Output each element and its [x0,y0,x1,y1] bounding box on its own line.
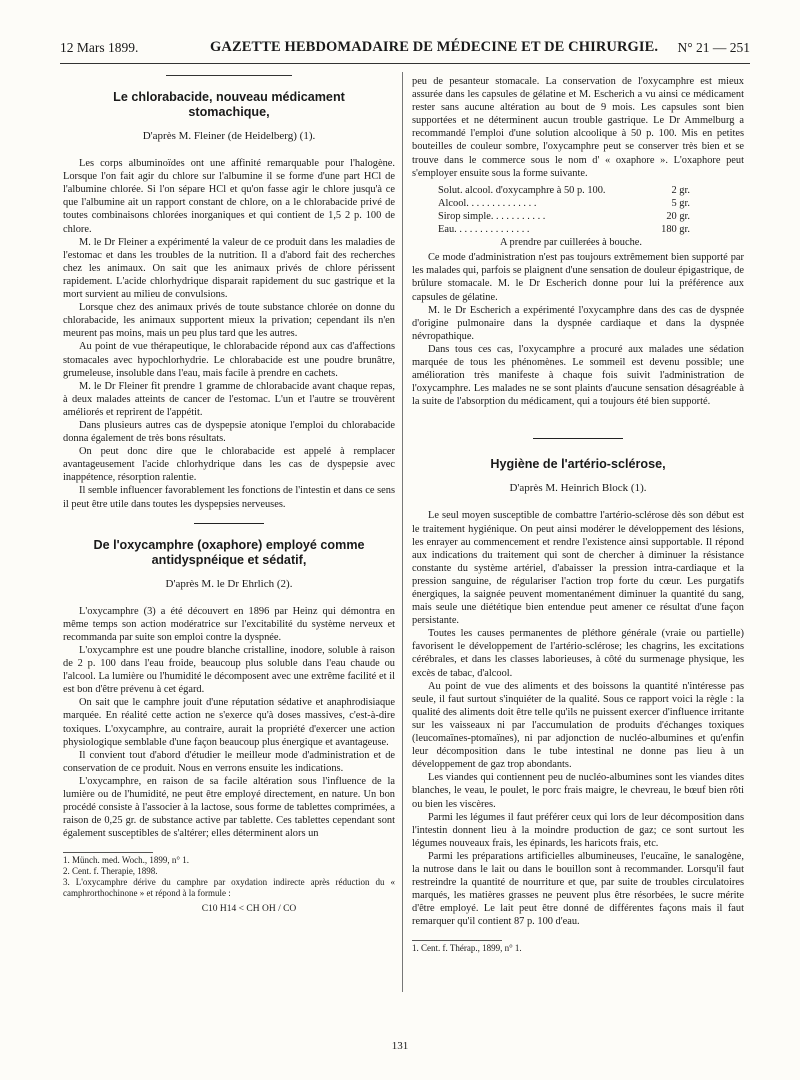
article1-paragraph: Les corps albuminoïdes ont une affinité remarquable pour l'halogène. Lorsque l'on fait agir du chlore sur l'albumine il se forme d'une part HCl de l'albumine chlorée. Si l'on sépare HCl et qu'on fasse agir le chlore jusqu'à ce que l'albumine ait un rapport constant de chlore, on a le chlorabacide privé de toutes combinaisons chlorées inorganiques et qui contient de 1,5 2 p. 100 de chlore. [63,158,395,235]
article2-byline: D'après M. le Dr Ehrlich (2). [165,577,293,590]
column-divider [402,72,403,992]
article2-paragraph: Il convient tout d'abord d'étudier le meilleur mode d'administration et de conservation de ce produit. Nous en verrons ensuite les indications. [63,749,395,774]
journal-title: GAZETTE HEBDOMADAIRE DE MÉDECINE ET DE CHIRURGIE. [210,39,659,55]
article3-paragraph: Au point de vue des aliments et des boissons la quantité n'intéresse pas seule, il faut surtout s'inquiéter de la qualité. Sous ce rapport voici la règle : la qualité des aliments doit être telle qu'ils ne puissent exercer d'influence irritante sur les vaisseaux ni par l'accumulation de produits d'échanges toxiques (leucomaïnes-ptomaïnes), ni par adjonction de nucléo-albumines et qu'enfin leur décomposition dans le tube intestinal ne donne pas lieu à un développement de gaz trop abondants. [412,680,744,771]
issue-page-number: N° 21 — 251 [677,40,750,55]
paragraph: Dans tous ces cas, l'oxycamphre a procuré aux malades une sédation marquée de tous les phénomènes. Le sommeil est devenu possible; une amélioration très manifeste à chaque fois suivit l'administration de l'oxycamphre. Les malades ne se sont plaints d'aucune sensation désagréable à la suite de l'absorption du médicament, qui a toujours été bien supporté. [412,343,744,408]
article2-paragraph: L'oxycamphre est une poudre blanche cristalline, inodore, soluble à raison de 2 p. 100 dans l'eau froide, beaucoup plus soluble dans l'eau chaude ou l'alcool. La lumière ou l'humidité le décomposent avec une extrême facilité et il est bon d'être prévenu à cet égard. [63,645,395,696]
ingredient: Eau. . . . . . . . . . . . . . . [438,224,530,236]
article1-paragraph: M. le Dr Fleiner fit prendre 1 gramme de chlorabacide avant chaque repas, à deux malades atteints de cancer de l'estomac. L'un et l'autre se trouvèrent améliorés et reprirent de l'appétit. [63,380,395,418]
article1-paragraph: M. le Dr Fleiner a expérimenté la valeur de ce produit dans les maladies de l'estomac et dans les troubles de la nutrition. Il a d'abord fait des recherches chez les animaux. On sait que les animaux privés de chlore périssent rapidement. L'acide chlorhydrique disparait rapidement du suc gastrique et la mort survient au milieu de convulsions. [63,236,395,301]
article3-paragraph: Toutes les causes permanentes de pléthore générale (vraie ou partielle) favorisent le développement de l'artério-sclérose; les chagrins, les excitations cérébrales, et dans les classes laborieuses, à côté du surmenage physique, les excès de tabac, d'alcool. [412,628,744,679]
article3-paragraph: Les viandes qui contiennent peu de nucléo-albumines sont les viandes dites blanches, le veau, le poulet, le porc frais maigre, le chevreau, le bœuf bien rôti ou bien les viscères. [412,772,744,810]
left-column [63,75,395,917]
prescription [438,184,744,249]
footnote: 1. Cent. f. Thérap., 1899, n° 1. [412,943,522,954]
right-footnotes [412,943,744,954]
quantity: 2 gr. [671,184,690,196]
continued-paragraph: peu de pesanteur stomacale. La conservation de l'oxycamphre est mieux assurée dans les capsules de gélatine et M. Escherich a vu ainsi ce médicament rester sans aucune altération au bout de 9 mois. Les capsules sont bien supportées et ne déterminent aucun trouble gastrique. Le Dr Ammelburg a recommandé l'emploi d'une solution alcoolique à 50 p. 100. Mis en petites bouteilles de couleur sombre, l'oxycamphre peut se conserver très bien et se trouve dans le commerce sous le nom d' « oxaphore ». L'oxaphore peut s'employer ensuite sous la forme suivante. [412,76,744,179]
article3-paragraph: Le seul moyen susceptible de combattre l'artério-sclérose dès son début est le traitement hygiénique. On peut ainsi modérer le développement des lésions, les enrayer au commencement et rendre l'existence ainsi supportable. Il répond aux indications du traitement qui sont de chercher à diminuer la résistance constante du système artériel, d'abaisser la pression intra-cardiaque et la pression sanguine, de régulariser l'action trop forte du cœur. Les purgatifs énergiques, la saignée peuvent momentanément diminuer la quantité du sang, mais seule une diététique bien entendue peut amener ce résultat d'une façon persistante. [412,510,744,627]
article1-title: Le chlorabacide, nouveau médicament stomachique, [113,90,345,119]
chemical-formula: C10 H14 < CH OH / CO [201,904,297,915]
left-footnotes [63,855,395,899]
article1-paragraph: Il semble influencer favorablement les fonctions de l'intestin et dans ce sens il peut être utile dans toutes les dyspepsies nerveuses. [63,485,395,510]
quantity: 5 gr. [671,197,690,209]
page-number: 131 [391,1040,409,1052]
article1-paragraph: Au point de vue thérapeutique, le chlorabacide répond aux cas d'affections stomacales avec hypochlorhydrie. Le chlorabacide est une poudre brunâtre, grumeleuse, insoluble dans l'eau, mais facile à prendre en cachets. [63,341,395,379]
article3-byline: D'après M. Heinrich Block (1). [509,482,647,495]
article2-paragraph: On sait que le camphre jouit d'une réputation sédative et anaphrodisiaque marquée. En réalité cette action ne s'exerce qu'à doses massives, c'est-à-dire toxiques. L'oxycamphre, au contraire, aurait la propriété d'exercer une action physiologique semblable d'une façon beaucoup plus énergique et avantageuse. [63,697,395,748]
header-rule [60,63,750,64]
prescription-row [438,197,744,210]
paragraph: M. le Dr Escherich a expérimenté l'oxycamphre dans des cas de dyspnée d'origine pulmonaire dans la dyspnée cardiaque et dans la dyspnée névropathique. [412,304,744,342]
issue-date: 12 Mars 1899. [60,40,139,55]
prescription-row [438,210,744,223]
footnote: 3. L'oxycamphre dérive du camphre par oxydation indirecte après réduction du « camphrorthochinone » et répond à la formule : [63,877,395,899]
article1-paragraph: On peut donc dire que le chlorabacide est appelé à remplacer avantageusement l'acide chlorhydrique dans les cas de dyspepsie avec inappétence, résorption ralentie. [63,446,395,484]
ingredient: Solut. alcool. d'oxycamphre à 50 p. 100. [438,184,606,196]
quantity: 180 gr. [661,224,690,236]
prescription-row [438,223,744,236]
top-rule-left [166,75,292,76]
footnote: 2. Cent. f. Therapie, 1898. [63,866,158,877]
article3-paragraph: Parmi les légumes il faut préférer ceux qui lors de leur décomposition dans l'intestin donnent lieu à la moindre production de gaz; ce sont surtout les légumes nouveaux frais, les épinards, les haricots frais, etc. [412,811,744,849]
page-header [60,38,750,60]
article3-title: Hygiène de l'artério-sclérose, [490,457,666,472]
article1-paragraph: Lorsque chez des animaux privés de toute substance chlorée on donne du chlorabacide, les animaux supportent mieux la privation; cependant ils n'en meurent pas moins, mais un peu plus tard que les autres. [63,302,395,340]
ingredient: Sirop simple. . . . . . . . . . . [438,210,546,222]
paragraph: Ce mode d'administration n'est pas toujours extrêmement bien supporté par les malades qui, parfois se plaignent d'une sensation de douleur épigastrique, de brûlure stomacale. M. le Dr Escherich donne pour lui la préférence aux capsules de gélatine. [412,252,744,303]
article1-paragraph: Dans plusieurs autres cas de dyspepsie atonique l'emploi du chlorabacide donna également de très bons résultats. [63,419,395,445]
right-column [412,75,744,954]
article3-paragraph: Parmi les préparations artificielles albumineuses, l'eucaïne, le sanalogène, la nutrose dans le lait ou dans le bouillon sont à recommander. Lorsqu'il faut restreindre la quantité de nourriture et que, par suite de troubles circulatoires marqués, les matières grasses ne peuvent plus être résorbées, le sucre mérite d'être employé. Le lait peut être donné de différentes façons mais il faut remarquer qu'il contient 87 p. 100 d'eau. [412,850,744,928]
prescription-row [438,184,744,197]
ingredient: Alcool. . . . . . . . . . . . . . [438,197,537,209]
article2-paragraph: L'oxycamphre, en raison de sa facile altération sous l'influence de la lumière ou de l'humidité, ne peut être employé directement, en nature. Un bon procédé consiste à l'associer à la lactose, sous forme de tablettes comprimées, a raison de 0,25 gr. de substance active par tablette. Ces tablettes cependant sont également susceptibles de s'altérer; elles déterminent alors un [63,775,395,840]
article2-paragraph: L'oxycamphre (3) a été découvert en 1896 par Heinz qui démontra en même temps son action modératrice sur l'excitabilité du système nerveux et recommanda par suite son emploi contre la dyspnée. [63,605,395,643]
article1-byline: D'après M. Fleiner (de Heidelberg) (1). [142,130,316,142]
footnote: 1. Münch. med. Woch., 1899, n° 1. [63,855,189,866]
article2-title: De l'oxycamphre (oxaphore) employé comme antidyspnéique et sédatif, [93,537,365,567]
article-separator [194,523,264,524]
article-separator [533,438,623,439]
prescription-note: A prendre par cuillerées à bouche. [500,237,642,249]
quantity: 20 gr. [666,210,690,222]
